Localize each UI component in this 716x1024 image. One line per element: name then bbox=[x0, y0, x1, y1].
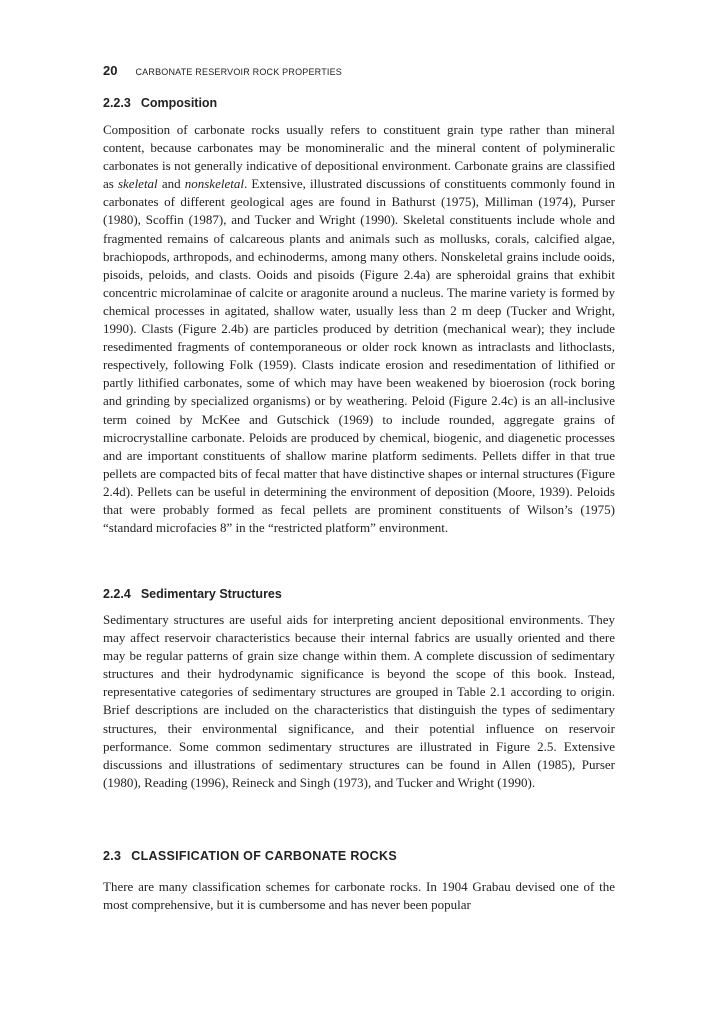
section-title: Composition bbox=[140, 96, 218, 110]
paragraph-text: and bbox=[157, 176, 185, 192]
paragraph-sedimentary-structures: Sedimentary structures are useful aids for interpreting ancient depositional environments. They may affect reservoir characteristics because their internal fabrics are usually oriented and there may be regular patterns of grain size change within them. A complete discussion of sedimentary structures and their hydrodynamic significance is beyond the scope of this book. Instead, representative categories of sedimentary structures are grouped in Table 2.1 according to origin. Brief descriptions are included on the characteristics that distinguish the types of sedimentary structures, their environmental significance, and their potential influence on reservoir performance. Some common sedimentary structures are illustrated in Figure 2.5. Extensive discussions and illustrations of sedimentary structures can be found in Allen (1985), Purser (1980), Reading (1996), Reineck and Singh (1973), and Tucker and Wright (1990). bbox=[103, 612, 615, 790]
section-heading-2-3 bbox=[103, 849, 397, 863]
paragraph-text: Composition of carbonate rocks usually refers to constituent grain type rather than mineral content, because carbonates may be monomineralic and the mineral content of polymineralic carbonates is not generally indicative of depositional environment. Carbonate grains are classified as bbox=[103, 122, 615, 192]
running-head bbox=[103, 62, 342, 80]
paragraph-composition bbox=[103, 121, 615, 537]
section-heading-2-2-4 bbox=[103, 587, 282, 601]
paragraph-classification: There are many classification schemes for carbonate rocks. In 1904 Grabau devised one of the most comprehensive, but it is cumbersome and has never been popular bbox=[103, 879, 615, 913]
section-number: 2.3 bbox=[103, 849, 122, 863]
paragraph-text: . Extensive, illustrated discussions of constituents commonly found in carbonates of different geological ages are found in Bathurst (1975), Milliman (1974), Purser (1980), Scoffin (1987), and Tucker and Wright (1990). Skeletal constituents include whole and fragmented remains of calcareous plants and animals such as mollusks, corals, calcified algae, brachiopods, arthropods, and echinoderms, among many others. Nonskeletal grains include ooids, pisoids, peloids, and clasts. Ooids and pisoids (Figure 2.4a) are spheroidal grains that exhibit concentric microlaminae of calcite or aragonite around a nucleus. The marine variety is formed by chemical processes in agitated, shallow water, usually less than 2 m deep (Tucker and Wright, 1990). Clasts (Figure 2.4b) are particles produced by detrition (mechanical wear); they include resedimented fragments of contemporaneous or older rock known as intraclasts and lithoclasts, respectively, following Folk (1959). Clasts indicate erosion and resedimentation of lithified or partly lithified carbonates, some of which may have been weakened by bioerosion (rock boring and grinding by specialized organisms) or by weathering. Peloid (Figure 2.4c) is an all-inclusive term coined by McKee and Gutschick (1969) to include rounded, aggregate grains of microcrystalline carbonate. Peloids are produced by chemical, biogenic, and diagenetic processes and are important constituents of shallow marine platform sediments. Pellets differ in that true pellets are compacted bits of fecal matter that have distinctive shapes or internal structures (Figure 2.4d). Pellets can be useful in determining the environment of deposition (Moore, 1939). Peloids that were probably formed as fecal pellets are prominent constituents of Wilson’s (1975) “standard microfacies 8” in the “restricted platform” environment. bbox=[103, 176, 615, 536]
section-title: Sedimentary Structures bbox=[140, 587, 282, 601]
page-number: 20 bbox=[103, 63, 118, 78]
running-title: CARBONATE RESERVOIR ROCK PROPERTIES bbox=[135, 67, 343, 77]
term-nonskeletal: nonskeletal bbox=[184, 176, 244, 192]
section-title: CLASSIFICATION OF CARBONATE ROCKS bbox=[131, 849, 397, 863]
section-number: 2.2.4 bbox=[103, 587, 131, 601]
section-heading-2-2-3 bbox=[103, 96, 217, 110]
term-skeletal: skeletal bbox=[117, 176, 158, 192]
section-number: 2.2.3 bbox=[103, 96, 131, 110]
